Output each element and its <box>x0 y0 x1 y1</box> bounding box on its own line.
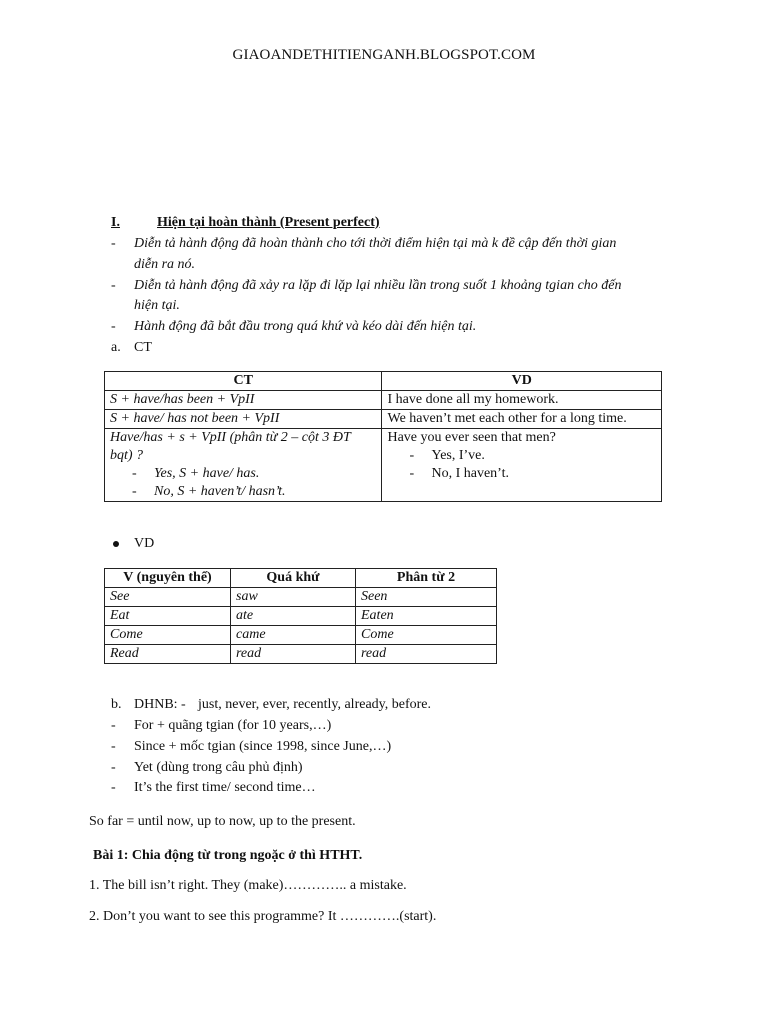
exercise-question: 2. Don’t you want to see this programme? It ………….(start). <box>89 909 437 924</box>
dash-marker: - <box>111 718 116 733</box>
dash-marker: - <box>409 448 415 463</box>
table-row <box>105 429 662 502</box>
verb-forms-table <box>104 568 497 664</box>
table-cell: See <box>105 588 231 607</box>
structure-table <box>104 371 662 502</box>
usage-line: Hành động đã bắt đầu trong quá khứ và kéo dài đến hiện tại. <box>134 319 477 334</box>
usage-item <box>0 236 768 256</box>
structure-cell: S + have/has been + VpII <box>105 391 382 410</box>
section-title-text: Hiện tại hoàn thành (Present perfect) <box>157 215 380 230</box>
dash-marker: - <box>111 319 116 334</box>
structure-cell <box>105 429 382 502</box>
usage-line: Diễn tả hành động đã xảy ra lặp đi lặp lại nhiều lần trong suốt 1 khoảng tgian cho đến <box>134 278 622 293</box>
signals-prefix: b. <box>111 697 122 712</box>
section-number: I. <box>111 215 120 230</box>
example-answer-yes: - Yes, I’ve. <box>409 448 485 463</box>
question-structure-line: bqt) ? <box>110 448 144 463</box>
table-cell: Eaten <box>356 607 497 626</box>
exercise-question: 1. The bill isn’t right. They (make)………….. a mistake. <box>89 878 407 893</box>
table-cell: came <box>231 626 356 645</box>
example-cell <box>382 429 662 502</box>
column-header: Quá khứ <box>231 569 356 588</box>
dash-marker: - <box>111 236 116 251</box>
table-cell: Come <box>105 626 231 645</box>
dash-marker: - <box>132 466 137 481</box>
ct-label: CT <box>134 340 152 355</box>
usage-line: Diễn tả hành động đã hoàn thành cho tới thời điểm hiện tại mà k đề cập đến thời gian <box>134 236 617 251</box>
signal-item: Since + mốc tgian (since 1998, since June,…) <box>134 739 392 754</box>
ct-label-prefix: a. <box>111 340 121 355</box>
list-item <box>0 760 768 780</box>
so-far-note: So far = until now, up to now, up to the present. <box>89 814 356 829</box>
table-row <box>105 410 662 429</box>
table-row <box>105 391 662 410</box>
column-header: Phân từ 2 <box>356 569 497 588</box>
dash-marker: - <box>111 780 116 795</box>
bullet-icon <box>113 541 119 547</box>
table-row <box>105 645 497 664</box>
table-row <box>105 607 497 626</box>
table-cell: Come <box>356 626 497 645</box>
answer-no-structure: - No, S + haven’t/ hasn’t. <box>132 484 286 499</box>
usage-line: hiện tại. <box>134 298 180 313</box>
list-item <box>0 780 768 800</box>
table-cell: saw <box>231 588 356 607</box>
table-header-row <box>105 569 497 588</box>
exercise-title: Bài 1: Chia động từ trong ngoặc ở thì HTHT. <box>93 848 363 863</box>
column-header: V (nguyên thể) <box>105 569 231 588</box>
site-header: GIAOANDETHITIENGANH.BLOGSPOT.COM <box>232 47 536 63</box>
column-header: VD <box>382 372 662 391</box>
question-structure-line: Have/has + s + VpII (phân từ 2 – cột 3 ĐT <box>110 430 351 445</box>
list-item <box>0 718 768 738</box>
dash-marker: - <box>132 484 137 499</box>
example-cell: I have done all my homework. <box>382 391 662 410</box>
answer-yes-structure: - Yes, S + have/ has. <box>132 466 260 481</box>
vd-label: VD <box>134 536 155 551</box>
signal-item: For + quãng tgian (for 10 years,…) <box>134 718 332 733</box>
structure-cell: S + have/ has not been + VpII <box>105 410 382 429</box>
signal-item: Yet (dùng trong câu phủ định) <box>134 760 303 775</box>
list-item <box>0 739 768 759</box>
table-row <box>105 588 497 607</box>
usage-item <box>0 278 768 298</box>
table-row <box>105 626 497 645</box>
section-title <box>111 215 380 231</box>
example-question: Have you ever seen that men? <box>387 430 556 445</box>
signal-item: It’s the first time/ second time… <box>134 780 316 795</box>
example-cell: We haven’t met each other for a long time. <box>382 410 662 429</box>
dash-marker: - <box>111 739 116 754</box>
usage-item <box>0 319 768 339</box>
signal-words: just, never, ever, recently, already, before. <box>198 697 431 712</box>
dash-marker: - <box>111 760 116 775</box>
column-header: CT <box>105 372 382 391</box>
signals-label: DHNB: - <box>134 697 186 712</box>
usage-line: diễn ra nó. <box>134 257 196 272</box>
table-cell: read <box>231 645 356 664</box>
table-header-row <box>105 372 662 391</box>
table-cell: Seen <box>356 588 497 607</box>
dash-marker: - <box>111 278 116 293</box>
table-cell: Read <box>105 645 231 664</box>
example-answer-no: - No, I haven’t. <box>409 466 509 481</box>
dash-marker: - <box>409 466 415 481</box>
table-cell: ate <box>231 607 356 626</box>
table-cell: Eat <box>105 607 231 626</box>
table-cell: read <box>356 645 497 664</box>
